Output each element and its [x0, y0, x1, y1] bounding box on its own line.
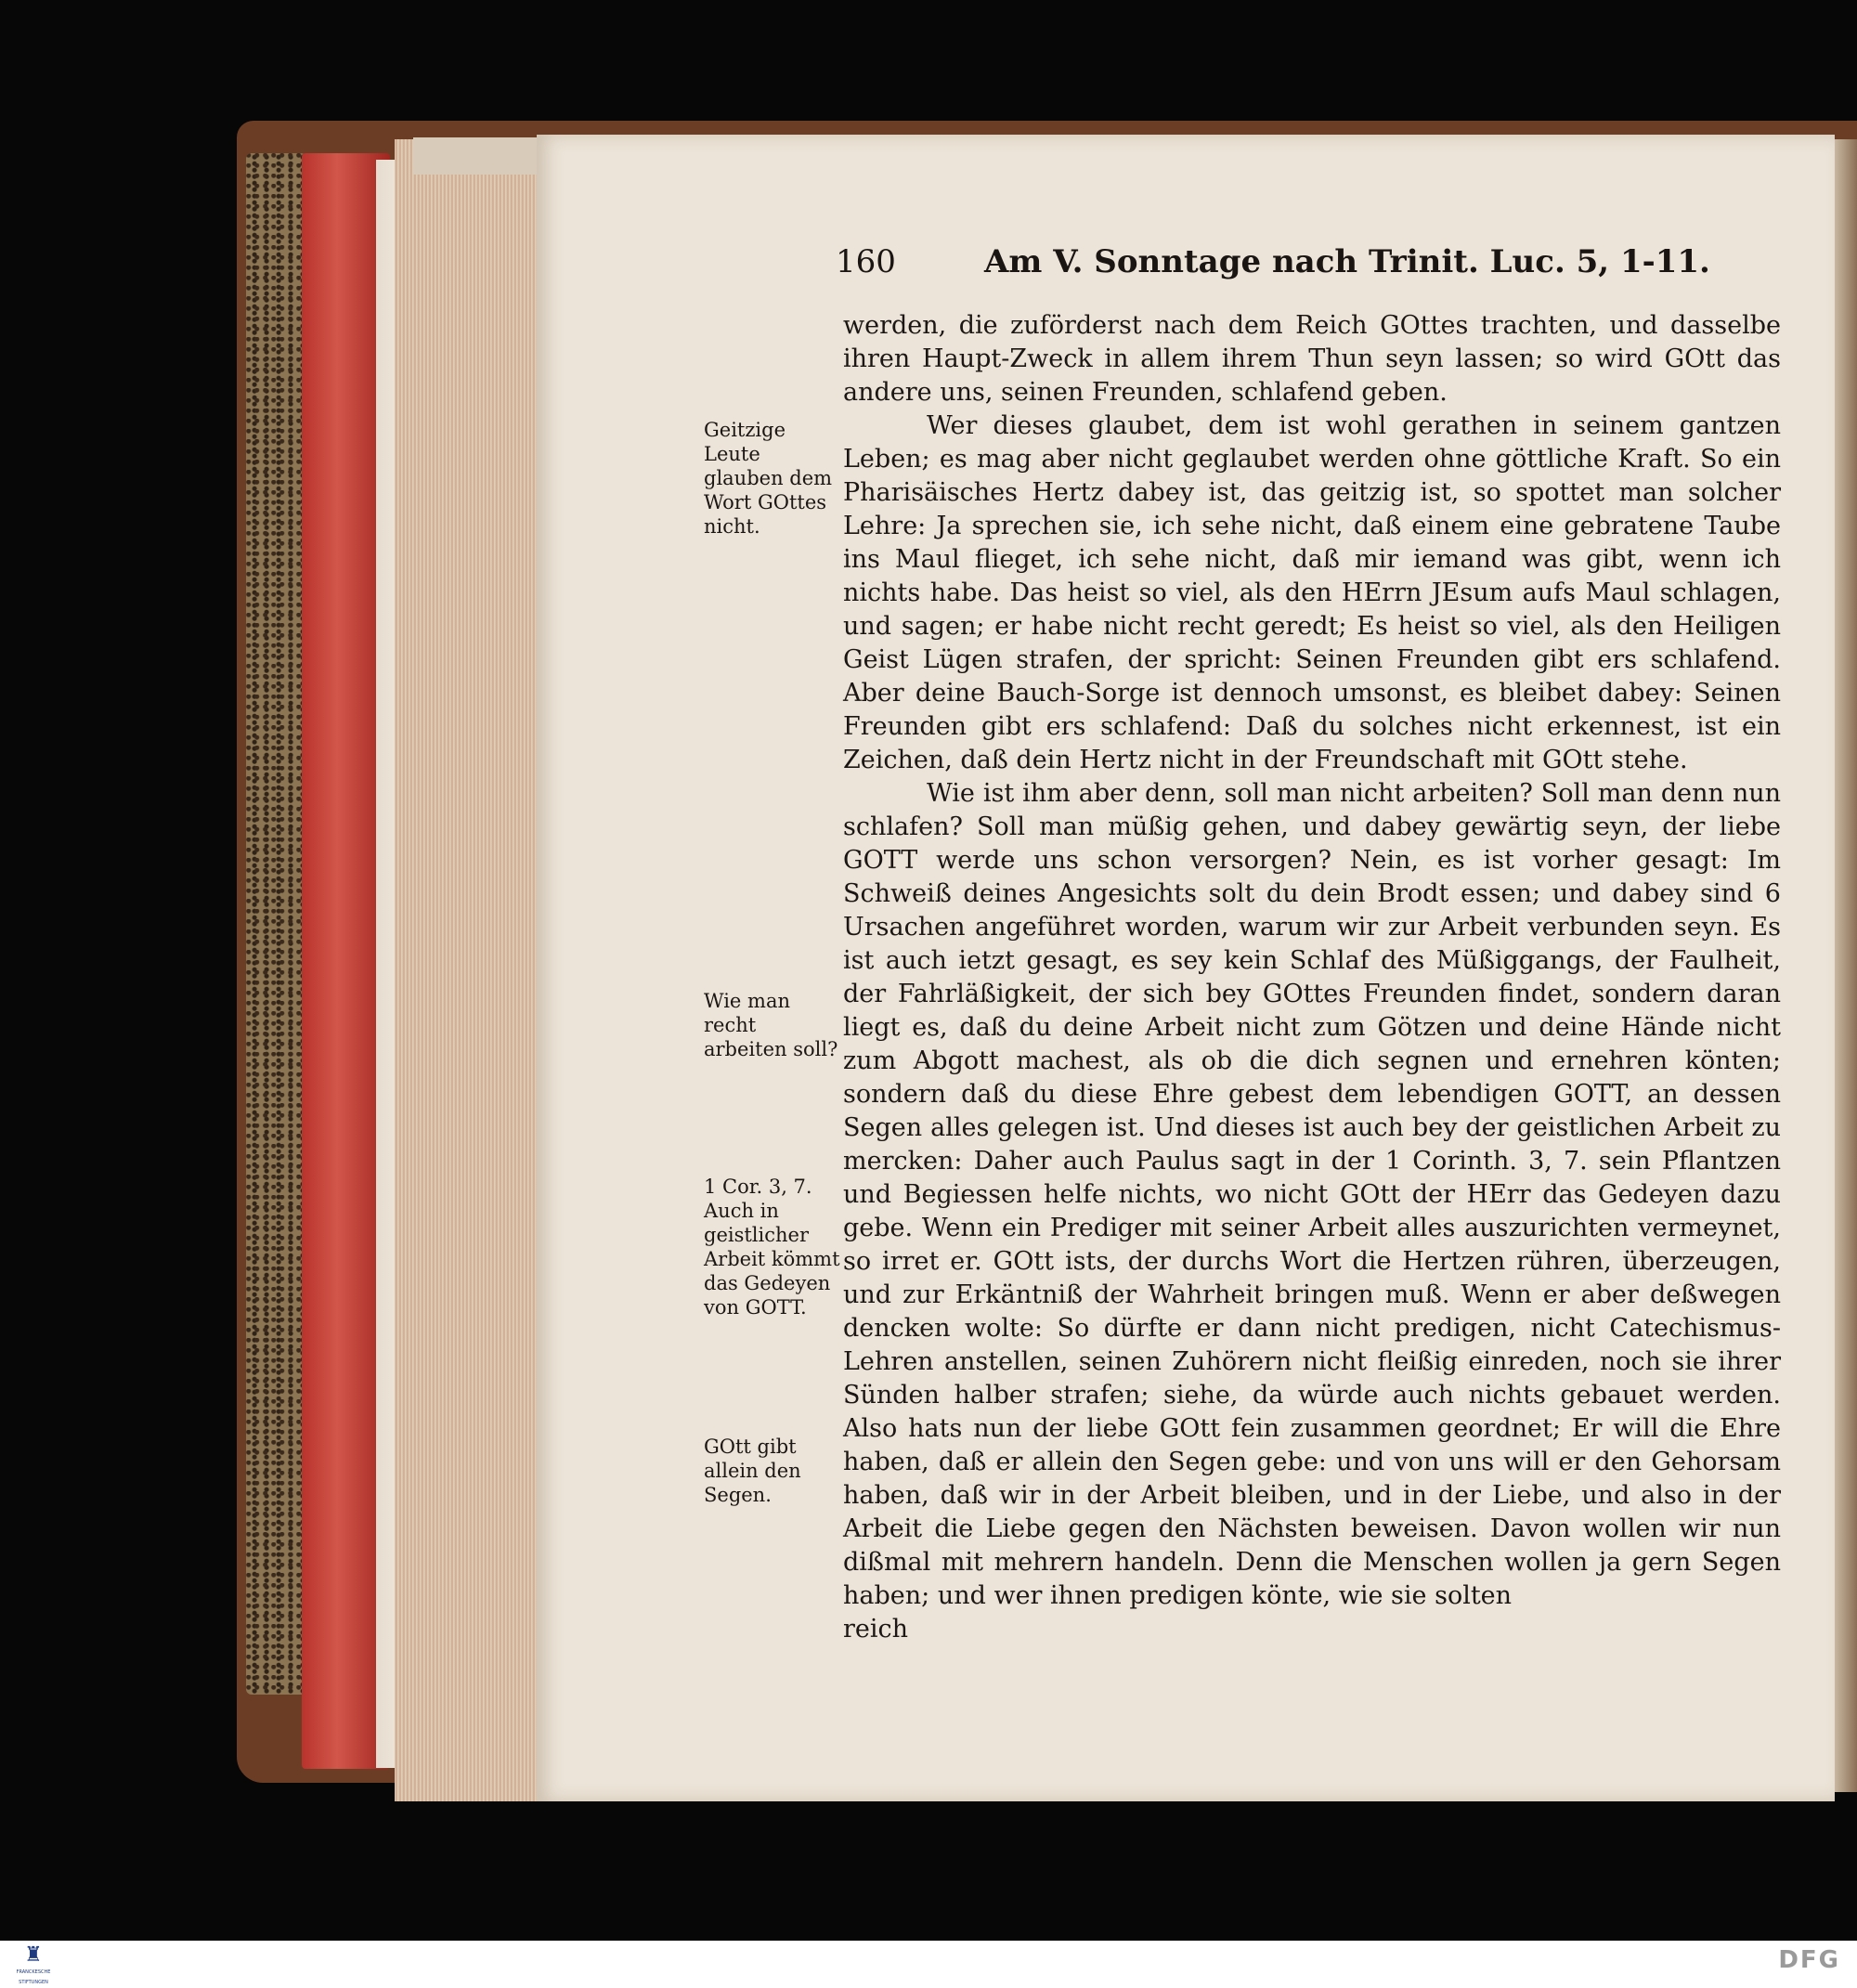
paragraph-3: Wie ist ihm aber denn, soll man nicht arbeiten? Soll man denn nun schlafen? Soll man müßig gehen, und dabey gewärtig seyn, der liebe GOTT werde uns schon versorgen? Nein, es ist vorher gesagt: Im Schweiß deines Angesichts solt du dein Brodt essen; und dabey sind 6 Ursachen angeführet worden, warum wir zur Arbeit verbunden seyn. Es ist auch ietzt gesagt, es sey kein Schlaf des Müßiggangs, der Faulheit, der Fahrläßigkeit, der sich bey GOttes Freunden findet, sondern daran liegt es, daß du deine Arbeit nicht zum Götzen und deine Hände nicht zum Abgott machest, als ob die dich segnen und ernehren könten; sondern daß du diese Ehre gebest dem lebendigen GOTT, an dessen Segen alles gelegen ist. Und dieses ist auch bey der geistlichen Arbeit zu mercken: Daher auch Paulus sagt in der 1 Corinth. 3, 7. sein Pflantzen und Begiessen helfe nichts, wo nicht GOtt der HErr das Gedeyen dazu gebe. Wenn ein Prediger mit seiner Arbeit alles auszurichten vermeynet, so irret er. GOtt ists, der durchs Wort die Hertzen rühren, überzeugen, und zur Erkäntniß der Wahrheit bringen muß. Wenn er aber deßwegen dencken wolte: So dürfte er dann nicht predigen, nicht Catechismus-Lehren anstellen, seinen Zuhörern nicht fleißig einreden, noch sie ihrer Sünden halber strafen; siehe, da würde auch nichts gebauet werden. Also hats nun der liebe GOtt fein zusammen geordnet; Er will die Ehre haben, daß er allein den Segen gebe: und von uns will er den Gehorsam haben, daß wir in der Arbeit bleiben, und in der Liebe, und also in der Arbeit die Liebe gegen den Nächsten beweisen. Davon wollen wir nun dißmal mit mehrern handeln. Denn die Menschen wollen ja gern Segen haben; und wer ihnen predigen könte, wie sie solten [843, 779, 1781, 1610]
margin-note-1: Geitzige Leute glauben dem Wort GOttes nicht. [704, 419, 833, 538]
marbled-board [246, 153, 306, 1695]
margin-note-3: 1 Cor. 3, 7. Auch in geistlicher Arbeit kömmt das Gedeyen von GOTT. [704, 1176, 840, 1319]
page-body [843, 309, 1781, 1646]
franckesche-stiftungen-logo: ♜ FRANCKESCHE STIFTUNGEN [13, 1944, 54, 1983]
paragraph-2: Wer dieses glaubet, dem ist wohl gerathen in seinem gantzen Leben; es mag aber nicht geglaubet werden ohne göttliche Kraft. So ein Pharisäisches Hertz dabey ist, das geitzig ist, so spottet man solcher Lehre: Ja sprechen sie, ich sehe nicht, daß einem eine gebratene Taube ins Maul flieget, ich sehe nicht, daß mir iemand was gibt, wenn ich nichts habe. Das heist so viel, als den HErrn JEsum aufs Maul schlagen, und sagen; er habe nicht recht geredt; Es heist so viel, als den Heiligen Geist Lügen strafen, der spricht: Seinen Freunden gibt ers schlafend. Aber deine Bauch-Sorge ist dennoch umsonst, es bleibet dabey: Seinen Freunden gibt ers schlafend: Daß du solches nicht erkennest, ist ein Zeichen, daß dein Hertz nicht in der Freundschaft mit GOtt stehe. [843, 411, 1781, 774]
page-number: 160 [836, 243, 896, 280]
dfg-logo: DFG [1778, 1946, 1840, 1974]
paragraph-1: werden, die zuförderst nach dem Reich GOttes trachten, und dasselbe ihren Haupt-Zweck in allem ihrem Thun seyn lassen; so wird GOtt das andere uns, seinen Freunden, schlafend geben. [843, 311, 1781, 407]
building-icon: ♜ [24, 1943, 43, 1967]
margin-note-2: Wie man recht arbeiten soll? [704, 990, 838, 1060]
running-title: Am V. Sonntage nach Trinit. Luc. 5, 1-11. [984, 243, 1710, 280]
catchword: reich [843, 1615, 909, 1644]
footer-band [0, 1941, 1857, 1988]
margin-note-4: GOtt gibt allein den Segen. [704, 1436, 801, 1506]
facing-page-edge [1835, 139, 1857, 1792]
